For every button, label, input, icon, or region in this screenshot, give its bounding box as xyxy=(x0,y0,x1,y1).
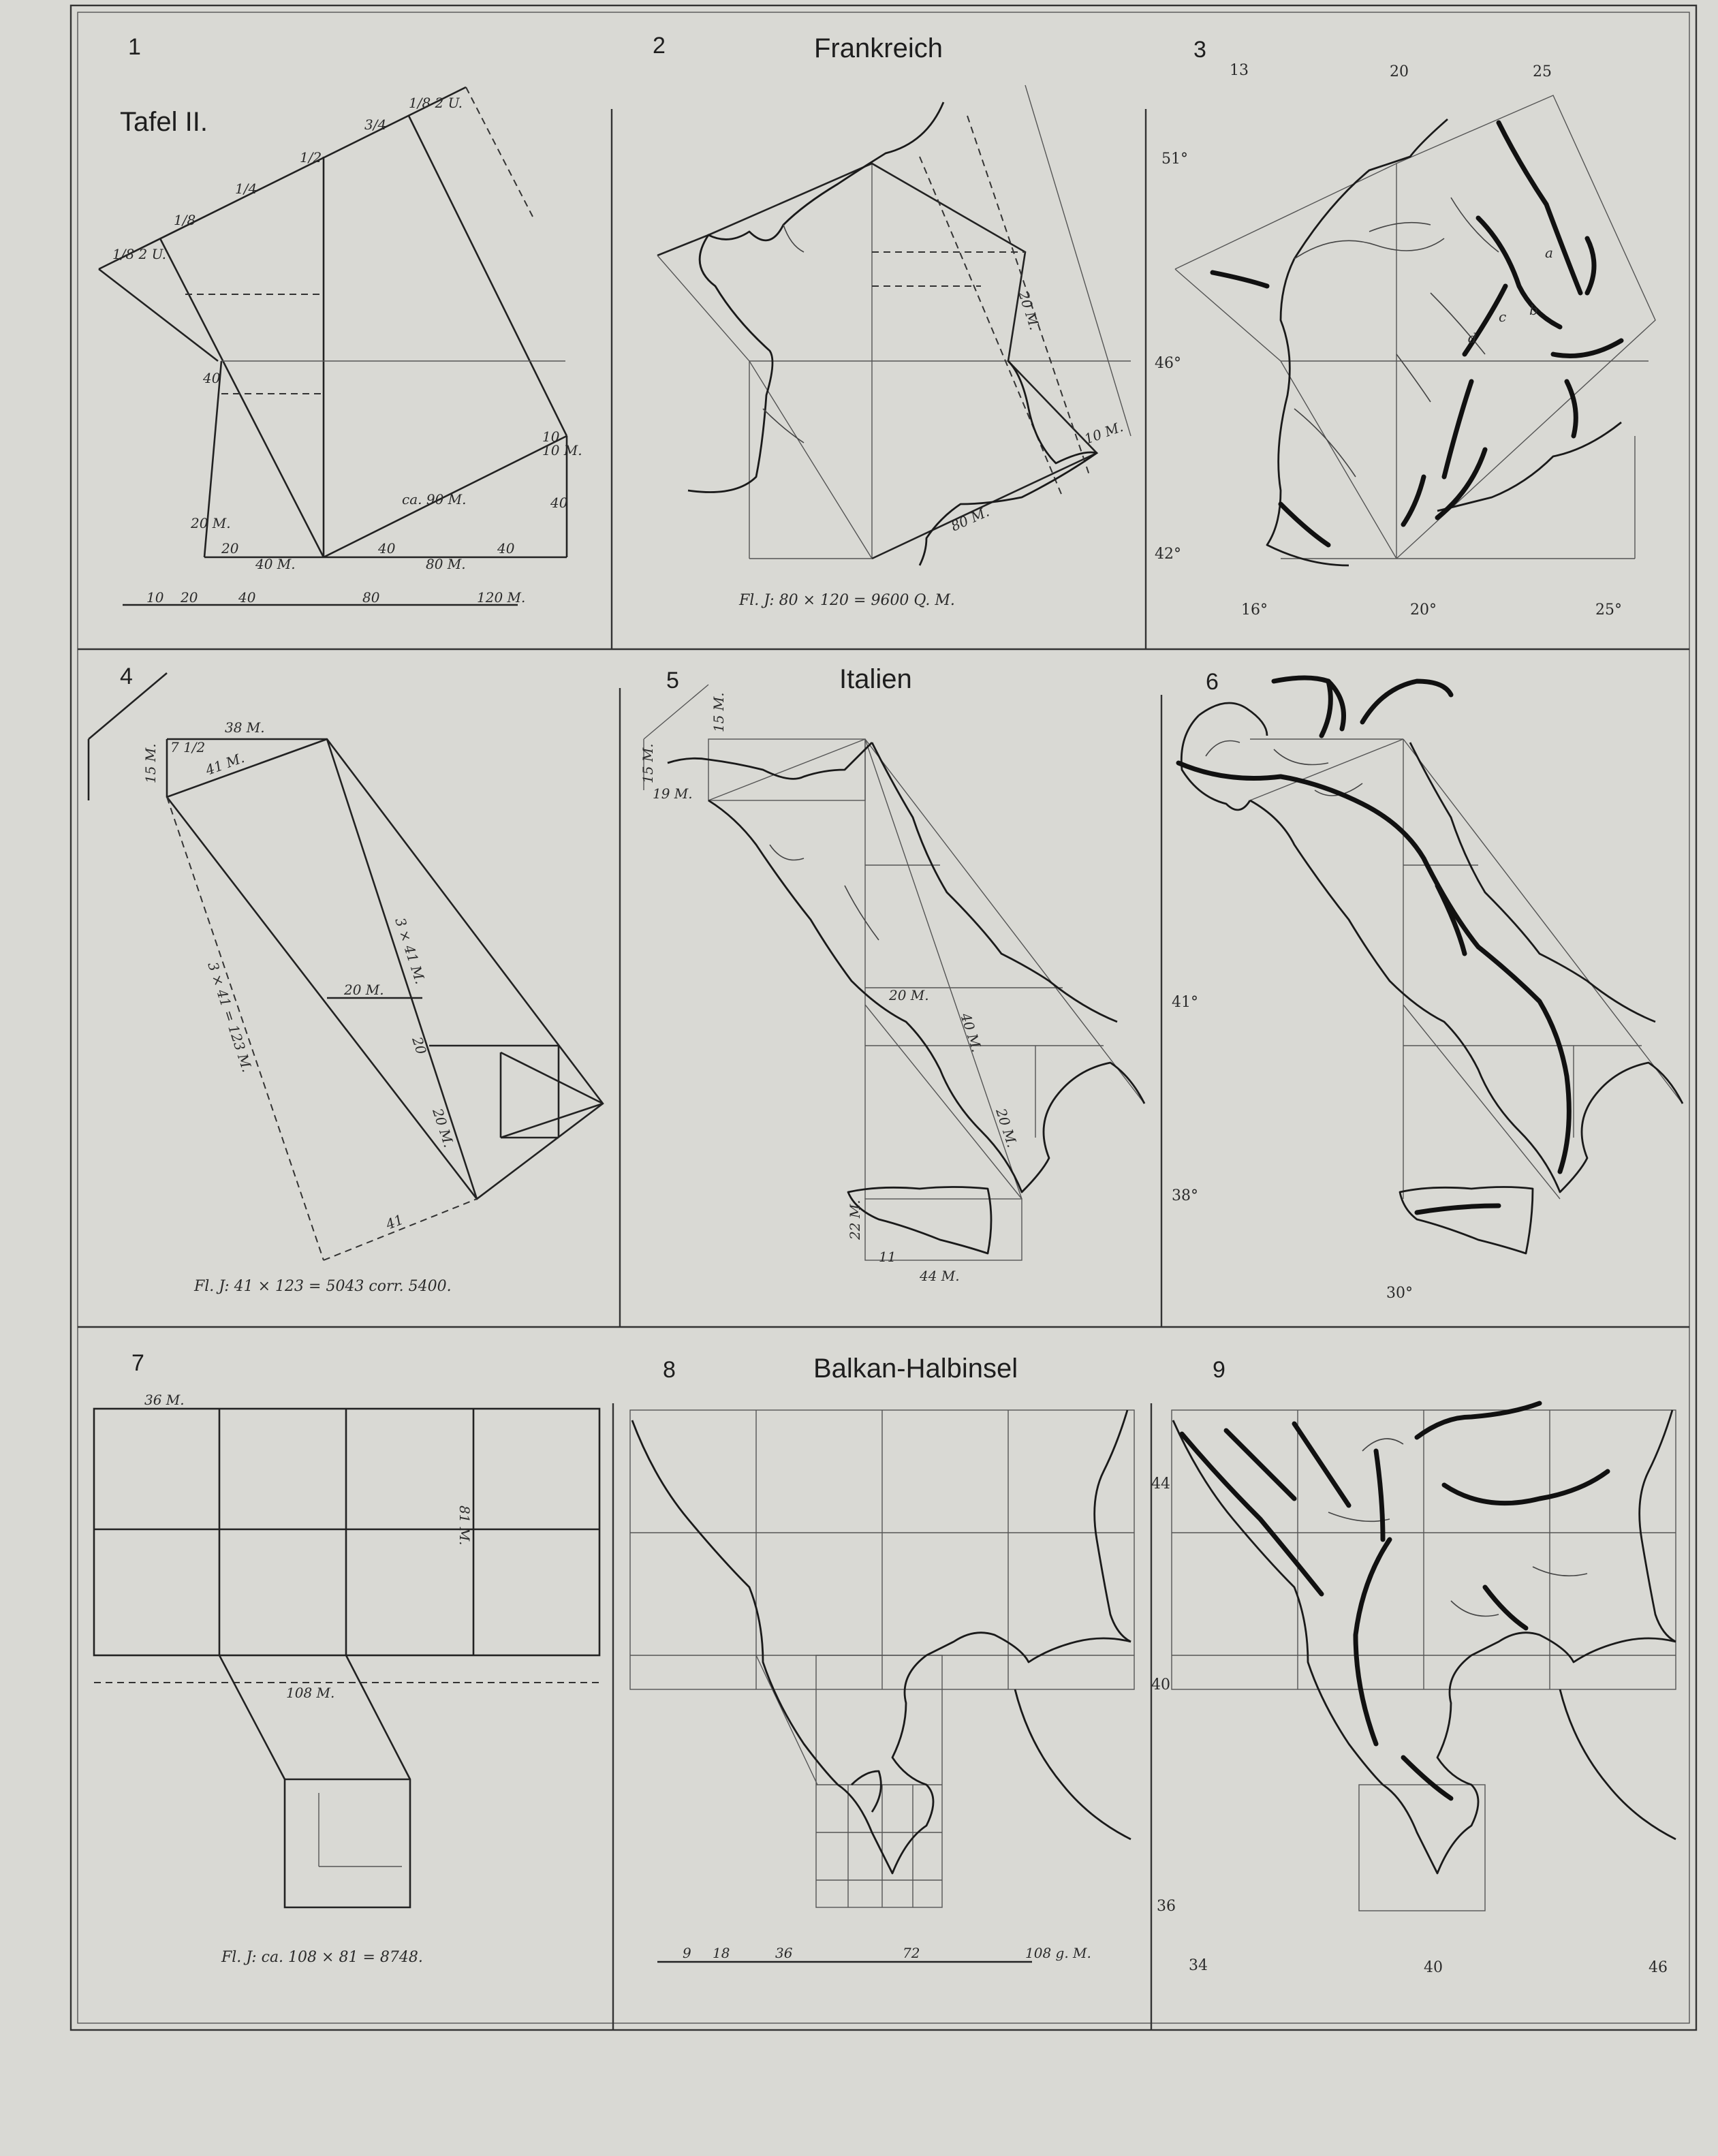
panel-3-number: 3 xyxy=(1193,37,1206,63)
panel-2-france-map xyxy=(657,85,1131,565)
panel-9-number: 9 xyxy=(1213,1357,1225,1383)
p3-top-deg-0: 13 xyxy=(1230,62,1249,79)
panel-2-caption: Fl. J: 80 × 120 = 9600 Q. M. xyxy=(739,592,955,609)
p1-right-10m: 10 M. xyxy=(542,442,582,458)
p1-bot-r-40a: 40 xyxy=(378,540,396,557)
p1-top-tick-2: 1/4 xyxy=(235,181,257,197)
p4-l15m: 15 M. xyxy=(142,743,159,783)
p1-scale-4: 120 M. xyxy=(477,589,526,606)
panel-5-number: 5 xyxy=(666,668,679,693)
p3-left-deg-2: 42° xyxy=(1155,546,1181,563)
p1-scale-0: 10 xyxy=(146,589,164,606)
p2-lab-80m: 80 M. xyxy=(948,503,992,535)
p5-l40m: 40 M. xyxy=(957,1011,986,1054)
panel-3-france-relief xyxy=(1175,95,1655,565)
plate-frame xyxy=(71,5,1696,2030)
p6-deg-2: 30° xyxy=(1386,1285,1413,1302)
p1-side-20m: 20 M. xyxy=(191,515,231,531)
p4-l3x41m: 3 × 41 M. xyxy=(392,916,429,986)
p8-scale-0: 9 xyxy=(683,1945,691,1961)
p4-l41: 41 xyxy=(383,1210,406,1233)
p7-l108m: 108 M. xyxy=(286,1685,335,1701)
panel-4-construction xyxy=(89,673,603,1260)
panel-5-italy-map xyxy=(644,685,1144,1260)
p9-bottom-deg-1: 40 xyxy=(1424,1959,1443,1976)
panel-7-construction xyxy=(94,1409,599,1907)
p3-top-deg-2: 25 xyxy=(1533,63,1552,80)
panel-8-balkan-map xyxy=(630,1410,1134,1907)
p4-l20: 20 xyxy=(409,1035,430,1057)
panel-8-number: 8 xyxy=(663,1357,676,1383)
p9-left-deg-2: 36 xyxy=(1157,1898,1176,1915)
plate-label: Tafel II. xyxy=(120,107,208,137)
p9-left-deg-0: 44 xyxy=(1151,1475,1170,1493)
p1-top-tick-0: 1/8 2 U. xyxy=(112,246,167,262)
p1-scale-3: 80 xyxy=(362,589,380,606)
panel-7-number: 7 xyxy=(131,1350,144,1376)
panel-8-title: Balkan-Halbinsel xyxy=(813,1354,1018,1384)
p9-bottom-deg-0: 34 xyxy=(1189,1957,1208,1974)
p1-diag-ca90: ca. 90 M. xyxy=(402,491,467,507)
panel-6-number: 6 xyxy=(1206,669,1219,695)
p3-top-deg-1: 20 xyxy=(1390,63,1409,80)
panel-2-number: 2 xyxy=(653,33,666,59)
panel-4-number: 4 xyxy=(120,663,133,689)
p3-bottom-deg-2: 25° xyxy=(1595,602,1622,619)
p3-river-a: a xyxy=(1545,245,1553,261)
p4-l38m: 38 M. xyxy=(225,719,265,736)
p5-l20m-b: 20 M. xyxy=(993,1106,1021,1150)
p3-left-deg-1: 46° xyxy=(1155,355,1181,372)
p5-l11: 11 xyxy=(879,1249,896,1265)
p4-l20m-b: 20 M. xyxy=(429,1106,458,1150)
panel-4-caption: Fl. J: 41 × 123 = 5043 corr. 5400. xyxy=(194,1278,452,1295)
p1-top-tick-5: 1/8 2 U. xyxy=(409,95,463,111)
p1-bottom-20: 20 xyxy=(221,540,239,557)
p7-l36m: 36 M. xyxy=(144,1392,185,1408)
p4-l20m: 20 M. xyxy=(344,982,384,998)
p3-river-d: d xyxy=(1468,330,1477,346)
p5-l15m-b: 15 M. xyxy=(640,743,656,783)
p2-lab-10m: 10 M. xyxy=(1082,418,1125,448)
p8-scale-4: 108 g. M. xyxy=(1025,1945,1091,1961)
p6-deg-0: 41° xyxy=(1172,994,1198,1011)
p1-scale-2: 40 xyxy=(238,589,256,606)
panel-6-italy-relief xyxy=(1178,678,1683,1253)
p1-bot-r-80m: 80 M. xyxy=(426,556,466,572)
p5-l44m: 44 M. xyxy=(920,1268,960,1284)
panel-5-title: Italien xyxy=(839,664,912,694)
p3-bottom-deg-1: 20° xyxy=(1410,602,1437,619)
p8-scale-3: 72 xyxy=(903,1945,920,1961)
p3-bottom-deg-0: 16° xyxy=(1241,602,1268,619)
p2-lab-20m: 20 M. xyxy=(1015,289,1044,332)
p4-l3x41-123: 3 × 41 = 123 M. xyxy=(204,960,256,1074)
p1-top-tick-3: 1/2 xyxy=(300,149,322,166)
p1-bottom-40m: 40 M. xyxy=(255,556,296,572)
p8-scale-1: 18 xyxy=(713,1945,730,1961)
panel-2-title: Frankreich xyxy=(814,33,943,63)
panel-1-number: 1 xyxy=(128,34,141,60)
p5-l22m: 22 M. xyxy=(847,1200,863,1240)
p6-deg-1: 38° xyxy=(1172,1187,1198,1204)
p3-left-deg-0: 51° xyxy=(1161,151,1188,168)
p5-l20m: 20 M. xyxy=(889,987,929,1003)
p8-scale-2: 36 xyxy=(775,1945,793,1961)
p1-scale-1: 20 xyxy=(181,589,198,606)
panel-1-construction xyxy=(99,87,567,605)
p5-l15m-a: 15 M. xyxy=(710,692,727,732)
p1-top-tick-4: 3/4 xyxy=(364,116,387,133)
p5-l19m: 19 M. xyxy=(653,785,693,802)
panel-7-caption: Fl. J: ca. 108 × 81 = 8748. xyxy=(221,1949,423,1966)
p1-right-10: 10 xyxy=(542,428,560,445)
p4-l7half: 7 1/2 xyxy=(170,739,206,755)
p4-l41m: 41 M. xyxy=(203,749,247,779)
panel-9-balkan-relief xyxy=(1172,1403,1676,1911)
p9-bottom-deg-2: 46 xyxy=(1649,1959,1668,1976)
p3-river-c: c xyxy=(1499,309,1507,325)
p1-right-40: 40 xyxy=(550,495,568,511)
p3-river-b: b xyxy=(1529,302,1538,318)
p1-top-tick-1: 1/8 xyxy=(174,212,196,228)
p7-l81m: 81 M. xyxy=(456,1505,473,1546)
p9-left-deg-1: 40 xyxy=(1151,1676,1170,1693)
p1-side-40: 40 xyxy=(203,370,221,386)
p1-bot-r-40b: 40 xyxy=(497,540,515,557)
